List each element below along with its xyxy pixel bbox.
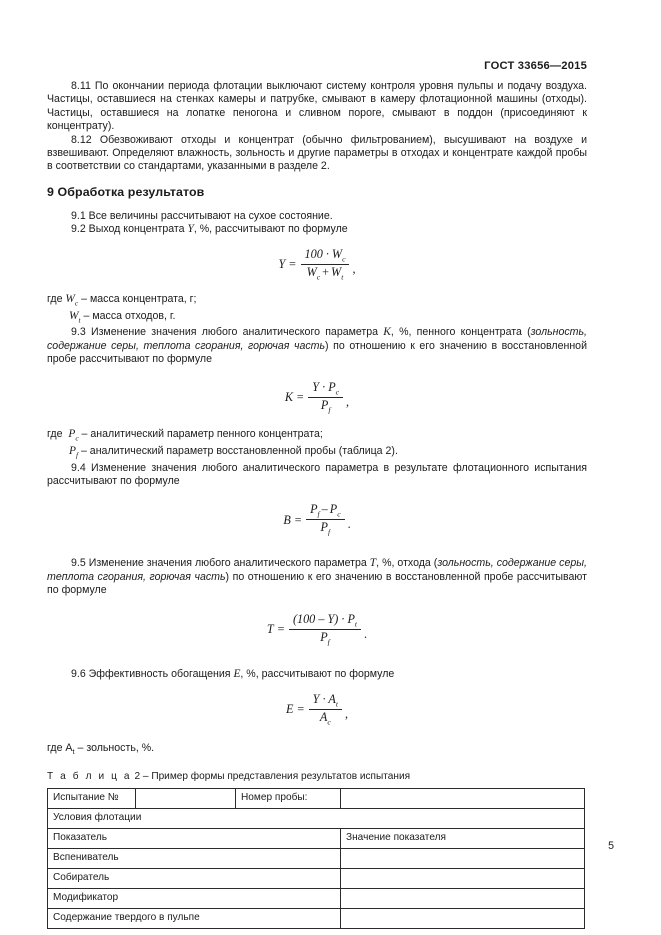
legend-at — [47, 742, 587, 759]
formula-k-parameter-change — [47, 381, 587, 414]
cell-modifier-value[interactable] — [341, 888, 585, 908]
table-caption-number: 2 — [134, 770, 141, 782]
table-caption — [47, 771, 587, 782]
formula-yield-concentrate — [47, 248, 587, 281]
formula-1-lhs: Y — [278, 257, 286, 272]
formula-4-equals: = — [276, 622, 285, 637]
table-caption-label: Т а б л и ц а — [47, 770, 132, 782]
paragraph-9-3-part-c: ) по отношению к его значению в восстановленной пробе рассчитывают по формуле — [47, 339, 587, 366]
legend-pc — [47, 428, 587, 445]
formula-2-denominator — [308, 398, 343, 414]
legend-pc-subscript: c — [75, 433, 79, 443]
paragraph-9-3-part-a: 9.3 Изменение значения любого аналитического параметра — [71, 326, 384, 339]
paragraph-9-6-part-a: 9.6 Эффективность обогащения — [71, 667, 234, 680]
legend-at-variable — [65, 742, 75, 757]
paragraph-8-12: 8.12 Обезвоживают отходы и концентрат (обычно фильтрованием), высушивают на воздухе и взвешивают. Определяют влажность, зольность и другие параметры в отходах и концентрате каждой пробы в соответствии со стандартами, указанными в разделе 2. — [47, 133, 587, 173]
legend-pf — [47, 445, 587, 462]
paragraph-9-5-part-b: , %, отхода ( — [376, 557, 438, 570]
legend-pf-variable — [69, 445, 78, 457]
formula-5-den-main: A — [319, 710, 328, 725]
formula-5-denominator — [309, 710, 342, 726]
variable-e: E — [233, 667, 241, 680]
legend-wc — [47, 293, 587, 310]
formula-b-parameter-change — [47, 503, 587, 536]
paragraph-9-2 — [47, 223, 587, 236]
legend-wt-subscript: t — [78, 314, 81, 324]
formula-1-denominator — [301, 265, 350, 281]
legend-wc-prefix: где — [47, 292, 66, 305]
formula-1-den-term2-sub: t — [341, 272, 344, 282]
legend-at-text: – зольность, %. — [74, 742, 155, 755]
formula-3-numerator — [306, 503, 345, 520]
legend-wt — [47, 310, 587, 327]
paragraph-9-3-part-b: , %, пенного концентрата ( — [390, 326, 531, 339]
legend-pc-variable — [68, 427, 79, 443]
cell-frother-label: Вспениватель — [48, 848, 341, 868]
cell-test-number-label: Испытание № — [48, 788, 136, 808]
paragraph-9-6 — [47, 668, 587, 681]
cell-indicator-value-header: Значение показателя — [341, 828, 585, 848]
legend-pc-text: – аналитический параметр пенного концентрата; — [78, 427, 323, 440]
formula-1-numerator-main: 100 · W — [304, 246, 343, 261]
formula-2-punctuation: , — [346, 394, 350, 409]
page-content — [47, 0, 587, 929]
formula-5-den-sub: c — [327, 717, 331, 727]
table-row — [48, 888, 585, 908]
legend-at-symbol: A — [65, 742, 73, 755]
paragraph-9-5-part-c: ) по отношению к его значению в восстановленной пробе рассчитывают по формуле — [47, 570, 587, 597]
legend-wt-variable — [69, 310, 81, 322]
cell-modifier-label: Модификатор — [48, 888, 341, 908]
formula-2-lhs: K — [284, 390, 294, 405]
formula-3-punctuation: . — [347, 517, 351, 532]
legend-pf-symbol: P — [69, 444, 76, 457]
formula-5-num-main: Y · A — [312, 692, 336, 707]
legend-pf-text: – аналитический параметр восстановленной пробы (таблица 2). — [78, 444, 398, 457]
paragraph-9-2-part-a: 9.2 Выход концентрата — [71, 223, 188, 236]
formula-2-den-sub: f — [328, 405, 331, 415]
cell-solids-content-label: Содержание твердого в пульпе — [48, 908, 341, 928]
formula-1-den-term2: W — [331, 264, 342, 279]
formula-5-punctuation: , — [344, 706, 348, 721]
cell-solids-content-value[interactable] — [341, 908, 585, 928]
paragraph-8-11: 8.11 По окончании периода флотации выключают систему контроля уровня пульпы и подачу воздуха. Частицы, оставшиеся на стенках камеры и патрубке, смывают в камеру флотационной машины (отходы). Частицы, оставшиеся на лопатке пеногона и сливном пороге, смывают в поддон (присоединяют к концентрату). — [47, 80, 587, 133]
cell-test-number-value[interactable] — [136, 788, 236, 808]
table-row — [48, 788, 585, 808]
formula-3-num-term2-sub: c — [337, 509, 341, 519]
formula-3-denominator — [306, 520, 345, 536]
paragraph-9-5 — [47, 557, 587, 597]
formula-3-num-term2: P — [329, 502, 338, 517]
formula-1-equals: = — [288, 257, 297, 272]
formula-3-lhs: B — [283, 512, 291, 527]
legend-wc-symbol: W — [65, 292, 75, 305]
formula-1-den-term1-sub: c — [316, 272, 321, 282]
legend-pf-subscript: f — [75, 449, 79, 459]
cell-sample-number-label: Номер пробы: — [236, 788, 341, 808]
cell-frother-value[interactable] — [341, 848, 585, 868]
formula-2-numerator — [308, 381, 343, 398]
formula-4-denominator — [289, 630, 361, 646]
formula-4-num-main: (100 – Y) · P — [292, 611, 355, 626]
formula-2-fraction — [308, 381, 343, 414]
paragraph-9-5-part-a: 9.5 Изменение значения любого аналитического параметра — [71, 557, 370, 570]
formula-3-den-main: P — [320, 520, 328, 535]
cell-collector-label: Собиратель — [48, 868, 341, 888]
formula-4-den-sub: f — [327, 637, 330, 647]
formula-4-punctuation: . — [364, 626, 368, 641]
cell-collector-value[interactable] — [341, 868, 585, 888]
cell-indicator-header: Показатель — [48, 828, 341, 848]
legend-wc-subscript: c — [74, 298, 79, 307]
formula-1-numerator-sub: c — [342, 254, 346, 264]
formula-5-num-sub: t — [335, 699, 338, 709]
formula-3-den-sub: f — [327, 527, 331, 537]
page-number: 5 — [608, 840, 614, 852]
paragraph-9-3-italic-list: зольность, содержание серы, теплота сгорания, горючая часть — [47, 326, 587, 352]
legend-wc-variable — [65, 293, 78, 305]
table-caption-title: Пример формы представления результатов испытания — [151, 770, 411, 782]
formula-3-num-term1-sub: f — [317, 509, 320, 519]
paragraph-9-5-italic-list: зольность, содержание серы, теплота сгорания, горючая часть — [47, 557, 587, 583]
formula-2-equals: = — [296, 390, 305, 405]
cell-sample-number-value[interactable] — [341, 788, 585, 808]
section-heading-9: 9 Обработка результатов — [47, 184, 205, 199]
formula-5-fraction — [309, 693, 342, 726]
table-row — [48, 868, 585, 888]
formula-1-numerator — [301, 248, 350, 265]
document-header: ГОСТ 33656—2015 — [484, 60, 587, 72]
paragraph-9-1: 9.1 Все величины рассчитывают на сухое состояние. — [71, 209, 333, 222]
formula-1-den-operator: + — [322, 264, 330, 279]
formula-1-den-term1: W — [306, 264, 317, 279]
variable-k: K — [383, 326, 391, 339]
table-caption-dash: – — [142, 770, 149, 782]
formula-5-numerator — [309, 693, 342, 710]
table-row — [48, 808, 585, 828]
formula-4-lhs: T — [266, 622, 274, 637]
legend-wc-text: – масса концентрата, г; — [78, 292, 197, 305]
formula-1-fraction — [301, 248, 350, 281]
formula-2-num-main: Y · P — [312, 379, 336, 394]
formula-2-den-main: P — [320, 397, 329, 412]
formula-1-punctuation: , — [352, 261, 356, 276]
formula-3-fraction — [306, 503, 345, 536]
formula-3-equals: = — [293, 512, 303, 527]
legend-pc-symbol: P — [68, 427, 76, 440]
formula-4-fraction — [289, 613, 361, 646]
paragraph-9-4: 9.4 Изменение значения любого аналитического параметра в результате флотационного испытания рассчитывают по формуле — [47, 461, 587, 487]
paragraph-9-2-part-b: , %, рассчитывают по формуле — [193, 223, 348, 236]
cell-flotation-conditions-header: Условия флотации — [48, 808, 585, 828]
legend-pc-prefix: где — [47, 427, 66, 440]
paragraph-9-6-part-b: , %, рассчитывают по формуле — [240, 667, 395, 680]
legend-at-prefix: где — [47, 742, 66, 755]
table-row — [48, 848, 585, 868]
formula-4-den-main: P — [320, 629, 328, 644]
formula-3-num-term1: P — [310, 502, 318, 517]
formula-t-parameter-change — [47, 613, 587, 646]
table-row — [48, 828, 585, 848]
formula-4-num-sub: t — [354, 619, 358, 629]
formula-5-equals: = — [296, 702, 305, 717]
results-table — [47, 788, 585, 929]
formula-4-numerator — [289, 613, 361, 630]
table-row — [48, 908, 585, 928]
legend-wt-symbol: W — [69, 309, 79, 322]
legend-at-subscript: t — [72, 747, 75, 757]
variable-t: T — [369, 557, 377, 570]
paragraph-9-3 — [47, 326, 587, 366]
formula-5-lhs: E — [285, 702, 294, 717]
formula-enrichment-efficiency — [47, 693, 587, 726]
legend-wt-text: – масса отходов, г. — [80, 309, 176, 322]
formula-2-num-sub: c — [335, 387, 340, 397]
variable-y: Y — [187, 223, 194, 236]
formula-3-num-operator: – — [321, 502, 328, 517]
